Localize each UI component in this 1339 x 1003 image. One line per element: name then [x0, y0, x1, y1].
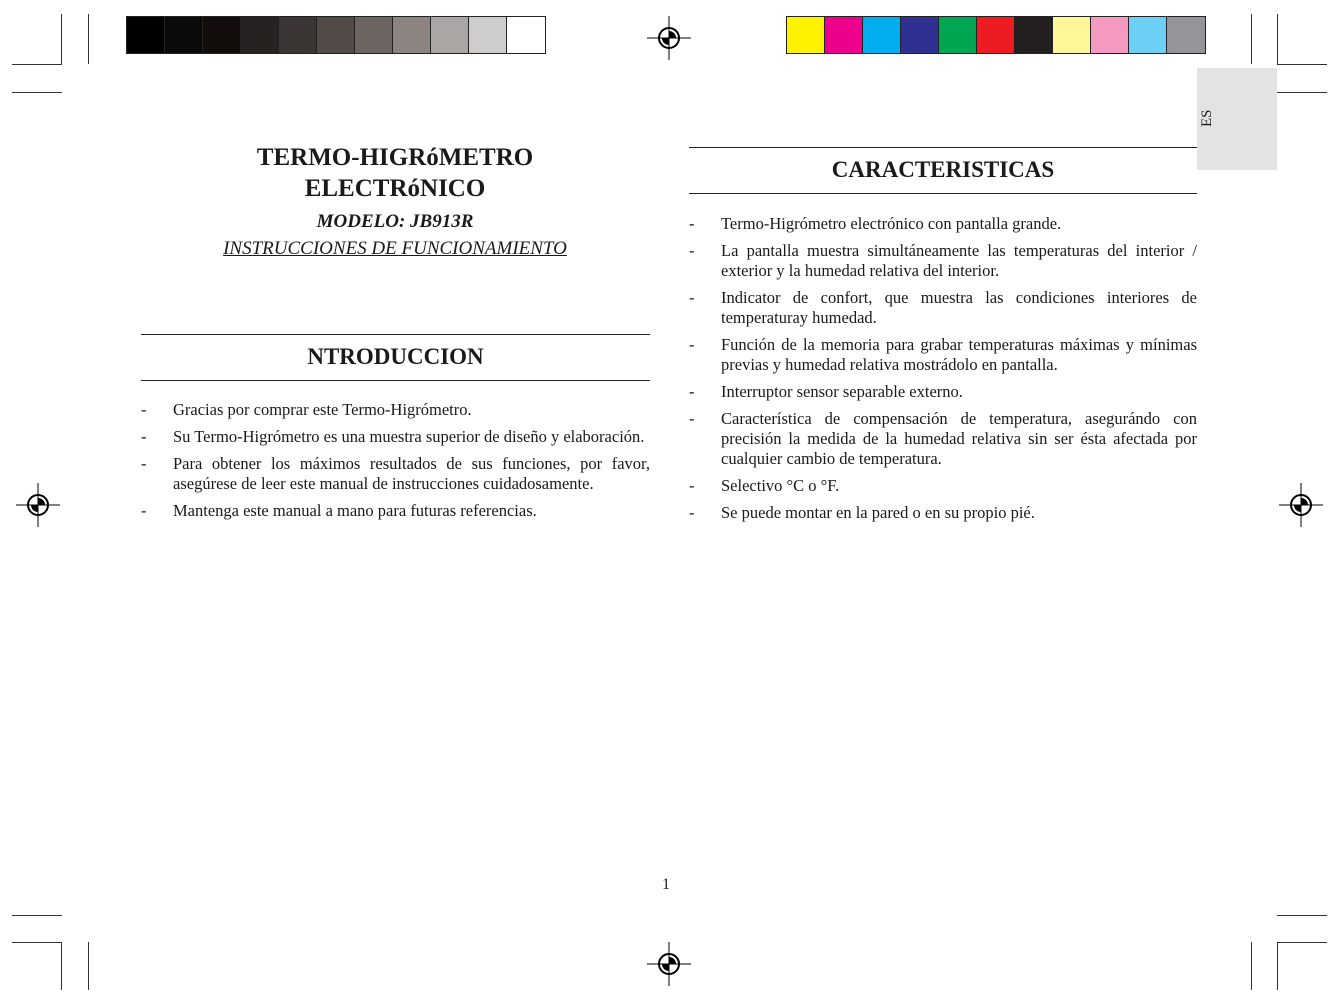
bullet-dash: - — [689, 241, 695, 260]
registration-mark-icon — [647, 942, 691, 986]
color-swatch — [939, 17, 977, 53]
crop-mark — [1277, 92, 1327, 93]
crop-mark — [1277, 64, 1327, 65]
color-swatch — [507, 17, 545, 53]
color-swatch — [127, 17, 165, 53]
crop-mark — [1277, 942, 1278, 990]
bullet-dash: - — [689, 503, 695, 522]
color-swatch — [317, 17, 355, 53]
crop-mark — [1277, 14, 1278, 64]
list-item-text: Mantenga este manual a mano para futuras referencias. — [173, 501, 537, 520]
grayscale-bar — [126, 16, 546, 54]
bullet-dash: - — [689, 476, 695, 495]
bullet-dash: - — [689, 288, 695, 307]
color-swatch — [203, 17, 241, 53]
features-list — [689, 214, 1197, 530]
intro-list — [141, 400, 650, 528]
section-rule — [689, 147, 1197, 148]
section-rule — [689, 193, 1197, 194]
crop-mark — [12, 942, 62, 943]
color-swatch — [279, 17, 317, 53]
intro-heading: NTRODUCCION — [307, 344, 484, 369]
list-item-text: Interruptor sensor separable externo. — [721, 382, 963, 401]
bullet-dash: - — [141, 501, 147, 520]
list-item-text: Para obtener los máximos resultados de sus funciones, por favor, asegúrese de leer este manual de instrucciones cuidadosamente. — [173, 454, 650, 493]
crop-mark — [12, 92, 62, 93]
list-item — [141, 501, 650, 521]
title-line-2: ELECTRóNICO — [304, 175, 486, 202]
list-item — [141, 454, 650, 494]
language-label: ES — [1199, 109, 1215, 127]
section-rule — [141, 380, 650, 381]
list-item — [689, 409, 1197, 469]
list-item — [689, 382, 1197, 402]
color-swatch — [1167, 17, 1205, 53]
color-swatch — [825, 17, 863, 53]
crop-mark — [12, 915, 62, 916]
language-tab — [1197, 68, 1277, 170]
list-item-text: Gracias por comprar este Termo-Higrómetro. — [173, 400, 472, 419]
page-number: 1 — [662, 876, 670, 893]
bullet-dash: - — [141, 454, 147, 473]
list-item-text: Termo-Higrómetro electrónico con pantalla grande. — [721, 214, 1062, 233]
color-swatch — [355, 17, 393, 53]
features-heading: CARACTERISTICAS — [831, 157, 1055, 182]
bullet-dash: - — [689, 409, 695, 428]
crop-mark — [1251, 14, 1252, 64]
color-swatch — [431, 17, 469, 53]
instructions-subtitle: INSTRUCCIONES DE FUNCIONAMIENTO — [223, 238, 567, 259]
color-swatch — [393, 17, 431, 53]
list-item-text: Su Termo-Higrómetro es una muestra superior de diseño y elaboración. — [173, 427, 645, 446]
crop-mark — [61, 942, 62, 990]
crop-mark — [61, 14, 62, 64]
color-swatch — [1091, 17, 1129, 53]
color-swatch — [1015, 17, 1053, 53]
list-item — [689, 288, 1197, 328]
crop-mark — [88, 14, 89, 64]
list-item-text: Se puede montar en la pared o en su propio pié. — [721, 503, 1035, 522]
bullet-dash: - — [689, 382, 695, 401]
registration-mark-icon — [1279, 483, 1323, 527]
list-item-text: Indicator de confort, que muestra las condiciones interiores de temperaturay humedad. — [721, 288, 1197, 327]
list-item — [689, 241, 1197, 281]
list-item — [689, 335, 1197, 375]
registration-mark-icon — [647, 16, 691, 60]
title-line-1: TERMO-HIGRóMETRO — [256, 144, 534, 171]
section-rule — [141, 334, 650, 335]
bullet-dash: - — [689, 335, 695, 354]
crop-mark — [12, 64, 62, 65]
bullet-dash: - — [141, 427, 147, 446]
color-swatch — [469, 17, 507, 53]
crop-mark — [1277, 915, 1327, 916]
color-swatch — [977, 17, 1015, 53]
list-item — [141, 427, 650, 447]
bullet-dash: - — [689, 214, 695, 233]
model-number: MODELO: JB913R — [316, 211, 474, 232]
bullet-dash: - — [141, 400, 147, 419]
color-swatch — [863, 17, 901, 53]
crop-mark — [1251, 942, 1252, 990]
color-bar — [786, 16, 1206, 54]
list-item-text: La pantalla muestra simultáneamente las temperaturas del interior / exterior y la humedad relativa del interior. — [721, 241, 1197, 280]
color-swatch — [787, 17, 825, 53]
color-swatch — [1129, 17, 1167, 53]
color-swatch — [241, 17, 279, 53]
crop-mark — [1277, 942, 1327, 943]
list-item — [689, 214, 1197, 234]
list-item-text: Selectivo °C o °F. — [721, 476, 840, 495]
color-swatch — [165, 17, 203, 53]
list-item-text: Característica de compensación de temperatura, asegurándo con precisión la medida de la humedad relativa sin ser ésta afectada por cualquier cambio de temperatura. — [721, 409, 1197, 468]
list-item-text: Función de la memoria para grabar temperaturas máximas y mínimas previas y humedad relativa mostrádolo en pantalla. — [721, 335, 1197, 374]
crop-mark — [88, 942, 89, 990]
color-swatch — [1053, 17, 1091, 53]
list-item — [141, 400, 650, 420]
list-item — [689, 503, 1197, 523]
list-item — [689, 476, 1197, 496]
document-title — [140, 142, 650, 204]
registration-mark-icon — [16, 483, 60, 527]
color-swatch — [901, 17, 939, 53]
